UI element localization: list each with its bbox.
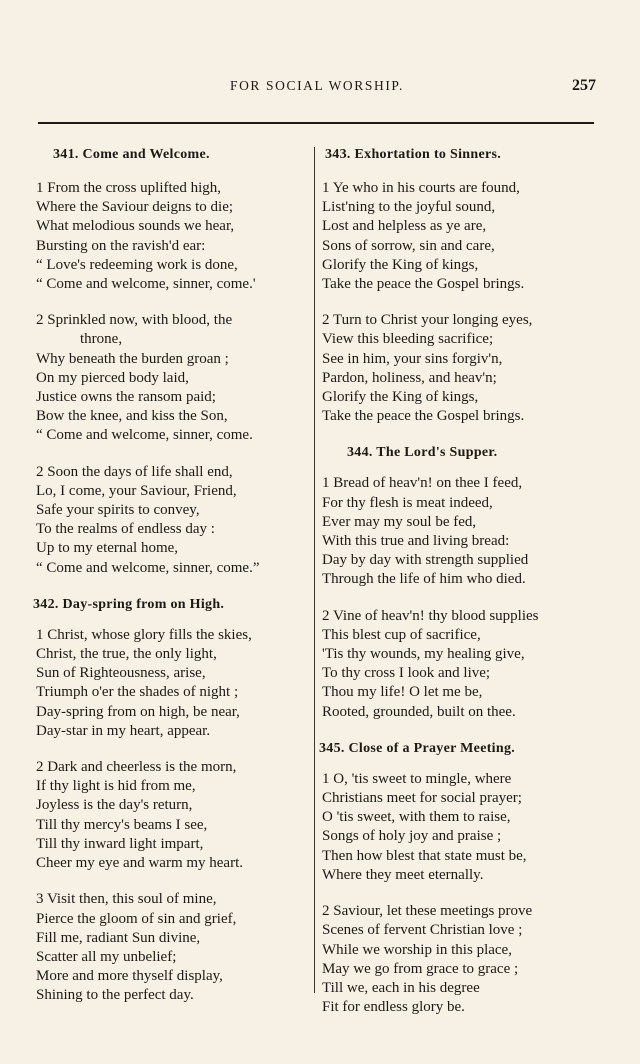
hymn-343	[319, 146, 597, 426]
verse-line: While we worship in this place,	[322, 941, 512, 958]
hymn-title: 344. The Lord's Supper.	[347, 445, 498, 461]
verse-line: Then how blest that state must be,	[322, 847, 527, 864]
verse-line: Triumph o'er the shades of night ;	[36, 684, 239, 701]
verse-line: Why beneath the burden groan ;	[36, 350, 229, 367]
verse-line: Bow the knee, and kiss the Son,	[36, 408, 228, 425]
stanza	[319, 311, 597, 426]
running-title: FOR SOCIAL WORSHIP.	[229, 78, 405, 93]
verse-line: Up to my eternal home,	[36, 540, 179, 557]
verse-line: More and more thyself display,	[36, 968, 223, 985]
right-column	[319, 146, 597, 1034]
verse-line: 1 Christ, whose glory fills the skies,	[36, 626, 252, 643]
verse-line: View this bleeding sacrifice;	[322, 331, 494, 348]
verse-line: Till thy inward light impart,	[36, 835, 204, 852]
hymn-title: 343. Exhortation to Sinners.	[325, 147, 502, 162]
hymn-title: 341. Come and Welcome.	[53, 147, 210, 162]
verse-line: Day by day with strength supplied	[322, 552, 529, 569]
stanza	[319, 474, 597, 589]
hymn-345	[319, 740, 597, 1017]
verse-line: “ Come and welcome, sinner, come.”	[36, 559, 260, 576]
verse-line: “ Come and welcome, sinner, come.	[36, 427, 253, 444]
verse-line: Pierce the gloom of sin and grief,	[36, 910, 237, 927]
verse-line: On my pierced body laid,	[36, 369, 189, 386]
verse-line: Songs of holy joy and praise ;	[322, 828, 502, 845]
verse-line: Scenes of fervent Christian love ;	[322, 922, 523, 939]
verse-line: Pardon, holiness, and heav'n;	[322, 369, 497, 386]
running-head	[38, 78, 596, 98]
verse-line: 2 Vine of heav'n! thy blood supplies	[322, 607, 539, 624]
verse-line: Shining to the perfect day.	[36, 987, 194, 1004]
verse-line: Rooted, grounded, built on thee.	[322, 703, 516, 720]
verse-line: Christians meet for social prayer;	[322, 790, 522, 807]
verse-line: 1 Ye who in his courts are found,	[322, 180, 520, 196]
stanza	[33, 311, 313, 445]
verse-line: Day-spring from on high, be near,	[36, 703, 240, 720]
verse-line: See in him, your sins forgiv'n,	[322, 350, 503, 367]
verse-line: 2 Saviour, let these meetings prove	[322, 903, 533, 920]
verse-line: Joyless is the day's return,	[36, 797, 193, 814]
verse-line: Sons of sorrow, sin and care,	[322, 237, 495, 254]
hymn-342	[33, 596, 313, 1006]
verse-line: If thy light is hid from me,	[36, 778, 196, 795]
stanza	[33, 463, 313, 578]
verse-line: What melodious sounds we hear,	[36, 218, 235, 235]
stanza	[319, 770, 597, 885]
verse-line: Cheer my eye and warm my heart.	[36, 855, 244, 872]
verse-line: Till thy mercy's beams I see,	[36, 816, 208, 833]
verse-line: Fill me, radiant Sun divine,	[36, 929, 201, 946]
verse-line: Thou my life! O let me be,	[322, 684, 483, 701]
stanza	[319, 902, 597, 1017]
verse-line: For thy flesh is meat indeed,	[322, 494, 493, 511]
verse-line: Through the life of him who died.	[322, 571, 526, 588]
left-column	[33, 146, 313, 1023]
hymn-341	[33, 146, 313, 578]
verse-line: This blest cup of sacrifice,	[322, 626, 481, 643]
verse-line: Till we, each in his degree	[322, 979, 480, 996]
hymn-title: 342. Day-spring from on High.	[33, 596, 225, 612]
verse-line: 1 Bread of heav'n! on thee I feed,	[322, 475, 523, 492]
verse-line: 2 Soon the days of life shall end,	[36, 463, 233, 480]
verse-line: Take the peace the Gospel brings.	[322, 276, 525, 293]
page-number: 257	[572, 77, 596, 94]
verse-line: To thy cross I look and live;	[322, 665, 491, 682]
stanza	[319, 179, 597, 294]
verse-line: Where the Saviour deigns to die;	[36, 199, 234, 216]
hymn-344	[319, 444, 597, 721]
verse-line: 2 Sprinkled now, with blood, the	[36, 312, 233, 329]
verse-line: List'ning to the joyful sound,	[322, 199, 496, 216]
verse-line: 3 Visit then, this soul of mine,	[36, 891, 217, 908]
verse-line: O 'tis sweet, with them to raise,	[322, 809, 511, 826]
hymn-title: 345. Close of a Prayer Meeting.	[319, 740, 516, 756]
verse-line: Fit for endless glory be.	[322, 999, 465, 1016]
verse-line: “ Love's redeeming work is done,	[36, 256, 238, 273]
verse-line: May we go from grace to grace ;	[322, 960, 519, 977]
verse-line: Bursting on the ravish'd ear:	[36, 237, 206, 254]
verse-line: Lo, I come, your Saviour, Friend,	[36, 482, 237, 499]
stanza	[319, 607, 597, 722]
verse-line: Glorify the King of kings,	[322, 256, 479, 273]
verse-line: 'Tis thy wounds, my healing give,	[322, 646, 525, 663]
verse-line: 1 From the cross uplifted high,	[36, 180, 221, 196]
verse-line-continuation: throne,	[80, 331, 123, 348]
verse-line: 2 Turn to Christ your longing eyes,	[322, 312, 533, 329]
stanza	[33, 758, 313, 873]
verse-line: Christ, the true, the only light,	[36, 646, 217, 663]
verse-line: “ Come and welcome, sinner, come.'	[36, 276, 256, 293]
stanza	[33, 626, 313, 741]
verse-line: Lost and helpless as ye are,	[322, 218, 487, 235]
header-rule	[38, 122, 594, 124]
verse-line: Justice owns the ransom paid;	[36, 389, 216, 406]
verse-line: Take the peace the Gospel brings.	[322, 408, 525, 425]
verse-line: Ever may my soul be fed,	[322, 513, 477, 530]
stanza	[33, 179, 313, 294]
stanza	[33, 890, 313, 1005]
verse-line: Glorify the King of kings,	[322, 389, 479, 406]
verse-line: Safe your spirits to convey,	[36, 502, 200, 519]
verse-line: Scatter all my unbelief;	[36, 948, 177, 965]
verse-line: Where they meet eternally.	[322, 866, 484, 883]
verse-line: 1 O, 'tis sweet to mingle, where	[322, 770, 512, 787]
verse-line: 2 Dark and cheerless is the morn,	[36, 759, 237, 776]
verse-line: With this true and living bread:	[322, 533, 510, 550]
column-divider	[314, 147, 315, 993]
verse-line: To the realms of endless day :	[36, 521, 215, 538]
verse-line: Day-star in my heart, appear.	[36, 722, 211, 739]
verse-line: Sun of Righteousness, arise,	[36, 665, 206, 682]
